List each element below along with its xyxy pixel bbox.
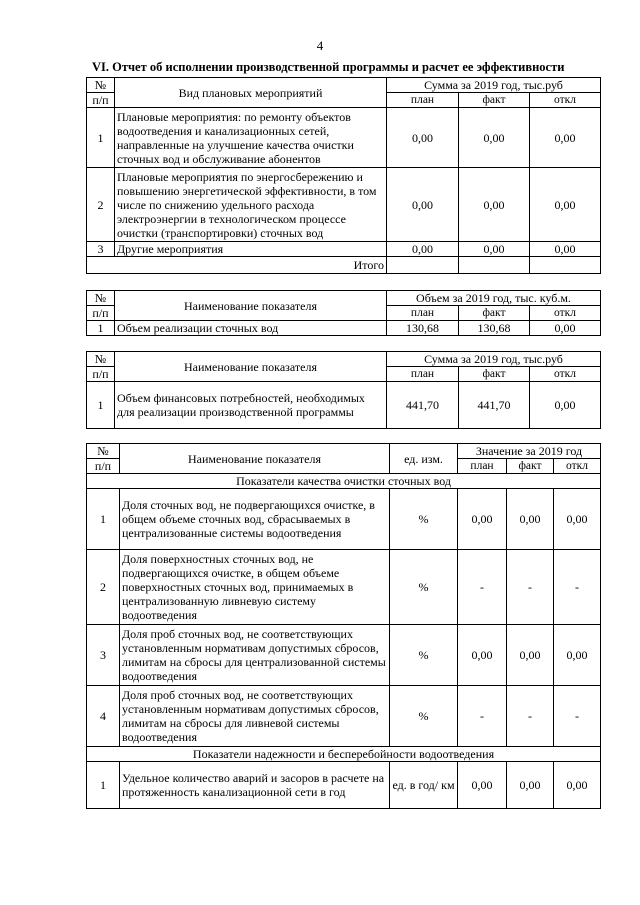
row-plan: 0,00 [458, 489, 507, 550]
row-plan: 0,00 [387, 168, 459, 242]
col-no: № [87, 78, 115, 93]
col-plan: план [387, 367, 459, 382]
table-row [87, 625, 601, 686]
col-plan: план [387, 93, 459, 108]
row-plan: 0,00 [458, 762, 507, 809]
row-unit: % [390, 625, 458, 686]
row-otkl: 0,00 [554, 625, 601, 686]
row-no: 3 [87, 625, 120, 686]
row-name: Доля проб сточных вод, не соответствующих установленным нормативам допустимых сбросов, лимитам на сбросы для централизованной системы водоотведения [120, 625, 390, 686]
row-otkl: 0,00 [530, 321, 601, 336]
row-name: Доля проб сточных вод, не соответствующих установленным нормативам допустимых сбросов, лимитам на сбросы для ливневой системы водоотведения [120, 686, 390, 747]
col-unit: ед. изм. [390, 444, 458, 474]
row-no: 1 [87, 762, 120, 809]
row-name: Другие мероприятия [115, 242, 387, 257]
col-group: Значение за 2019 год [458, 444, 601, 459]
col-fact: факт [459, 93, 530, 108]
col-otkl: откл [530, 93, 601, 108]
col-name: Наименование показателя [115, 291, 387, 321]
row-name: Доля поверхностных сточных вод, не подвергающихся очистке, в общем объеме поверхностных сточных вод, принимаемых в централизованную ливневую систему водоотведения [120, 550, 390, 625]
table-row [87, 686, 601, 747]
table-row [87, 489, 601, 550]
col-otkl: откл [530, 367, 601, 382]
row-otkl: 0,00 [530, 108, 601, 168]
table-row [87, 762, 601, 809]
row-no: 1 [87, 108, 115, 168]
col-no: № [87, 291, 115, 306]
row-plan: 0,00 [387, 108, 459, 168]
table-row [87, 382, 601, 429]
col-name: Наименование показателя [120, 444, 390, 474]
row-fact: 130,68 [459, 321, 530, 336]
row-otkl: 0,00 [530, 168, 601, 242]
row-name: Плановые мероприятия по энергосбережению и повышению энергетической эффективности, в том числе по снижению удельного расхода электроэнергии в технологическом процессе очистки (транспортировки) сточных вод [115, 168, 387, 242]
col-group: Объем за 2019 год, тыс. куб.м. [387, 291, 601, 306]
row-fact: 0,00 [507, 625, 554, 686]
row-fact: 0,00 [459, 242, 530, 257]
table-row [87, 550, 601, 625]
col-no-sub: п/п [87, 93, 115, 108]
col-group: Сумма за 2019 год, тыс.руб [387, 78, 601, 93]
section-header: Показатели надежности и бесперебойности водоотведения [87, 747, 601, 762]
col-no-sub: п/п [87, 306, 115, 321]
row-otkl: 0,00 [554, 489, 601, 550]
volume-table [86, 290, 601, 336]
row-unit: ед. в год/ км [390, 762, 458, 809]
col-plan: план [458, 459, 507, 474]
section-header: Показатели качества очистки сточных вод [87, 474, 601, 489]
row-no: 1 [87, 321, 115, 336]
row-no: 2 [87, 550, 120, 625]
col-name: Вид плановых мероприятий [115, 78, 387, 108]
table-row [87, 168, 601, 242]
row-plan: - [458, 686, 507, 747]
row-plan: 441,70 [387, 382, 459, 429]
table-row [87, 242, 601, 257]
section-title: VI. Отчет об исполнении производственной программы и расчет ее эффективности [92, 60, 565, 74]
row-fact: 441,70 [459, 382, 530, 429]
row-otkl: 0,00 [530, 242, 601, 257]
row-plan: 0,00 [387, 242, 459, 257]
row-no: 1 [87, 489, 120, 550]
col-name: Наименование показателя [115, 352, 387, 382]
row-fact: - [507, 686, 554, 747]
col-otkl: откл [554, 459, 601, 474]
col-group: Сумма за 2019 год, тыс.руб [387, 352, 601, 367]
row-no: 4 [87, 686, 120, 747]
row-plan: - [458, 550, 507, 625]
table-row [87, 108, 601, 168]
indicators-table [86, 443, 601, 809]
col-fact: факт [459, 367, 530, 382]
finance-table [86, 351, 601, 429]
row-no: 3 [87, 242, 115, 257]
row-otkl: - [554, 550, 601, 625]
row-fact: - [507, 550, 554, 625]
table-row [87, 321, 601, 336]
measures-table [86, 77, 601, 274]
col-no-sub: п/п [87, 367, 115, 382]
row-name: Плановые мероприятия: по ремонту объектов водоотведения и канализационных сетей, направленные на улучшение качества очистки сточных вод и обслуживание абонентов [115, 108, 387, 168]
row-otkl: 0,00 [554, 762, 601, 809]
row-otkl: - [554, 686, 601, 747]
row-name: Объем финансовых потребностей, необходимых для реализации производственной программы [115, 382, 387, 429]
row-unit: % [390, 550, 458, 625]
total-label: Итого [87, 257, 387, 274]
row-no: 2 [87, 168, 115, 242]
row-name: Удельное количество аварий и засоров в расчете на протяженность канализационной сети в год [120, 762, 390, 809]
page-number: 4 [316, 38, 324, 53]
col-fact: факт [507, 459, 554, 474]
row-otkl: 0,00 [530, 382, 601, 429]
col-no: № [87, 352, 115, 367]
row-fact: 0,00 [459, 108, 530, 168]
col-fact: факт [459, 306, 530, 321]
row-no: 1 [87, 382, 115, 429]
row-fact: 0,00 [507, 762, 554, 809]
row-plan: 0,00 [458, 625, 507, 686]
col-plan: план [387, 306, 459, 321]
row-unit: % [390, 686, 458, 747]
row-name: Объем реализации сточных вод [115, 321, 387, 336]
row-name: Доля сточных вод, не подвергающихся очистке, в общем объеме сточных вод, сбрасываемых в централизованные системы водоотведения [120, 489, 390, 550]
col-otkl: откл [530, 306, 601, 321]
col-no-sub: п/п [87, 459, 120, 474]
row-plan: 130,68 [387, 321, 459, 336]
row-fact: 0,00 [459, 168, 530, 242]
total-row [87, 257, 601, 274]
col-no: № [87, 444, 120, 459]
row-fact: 0,00 [507, 489, 554, 550]
row-unit: % [390, 489, 458, 550]
